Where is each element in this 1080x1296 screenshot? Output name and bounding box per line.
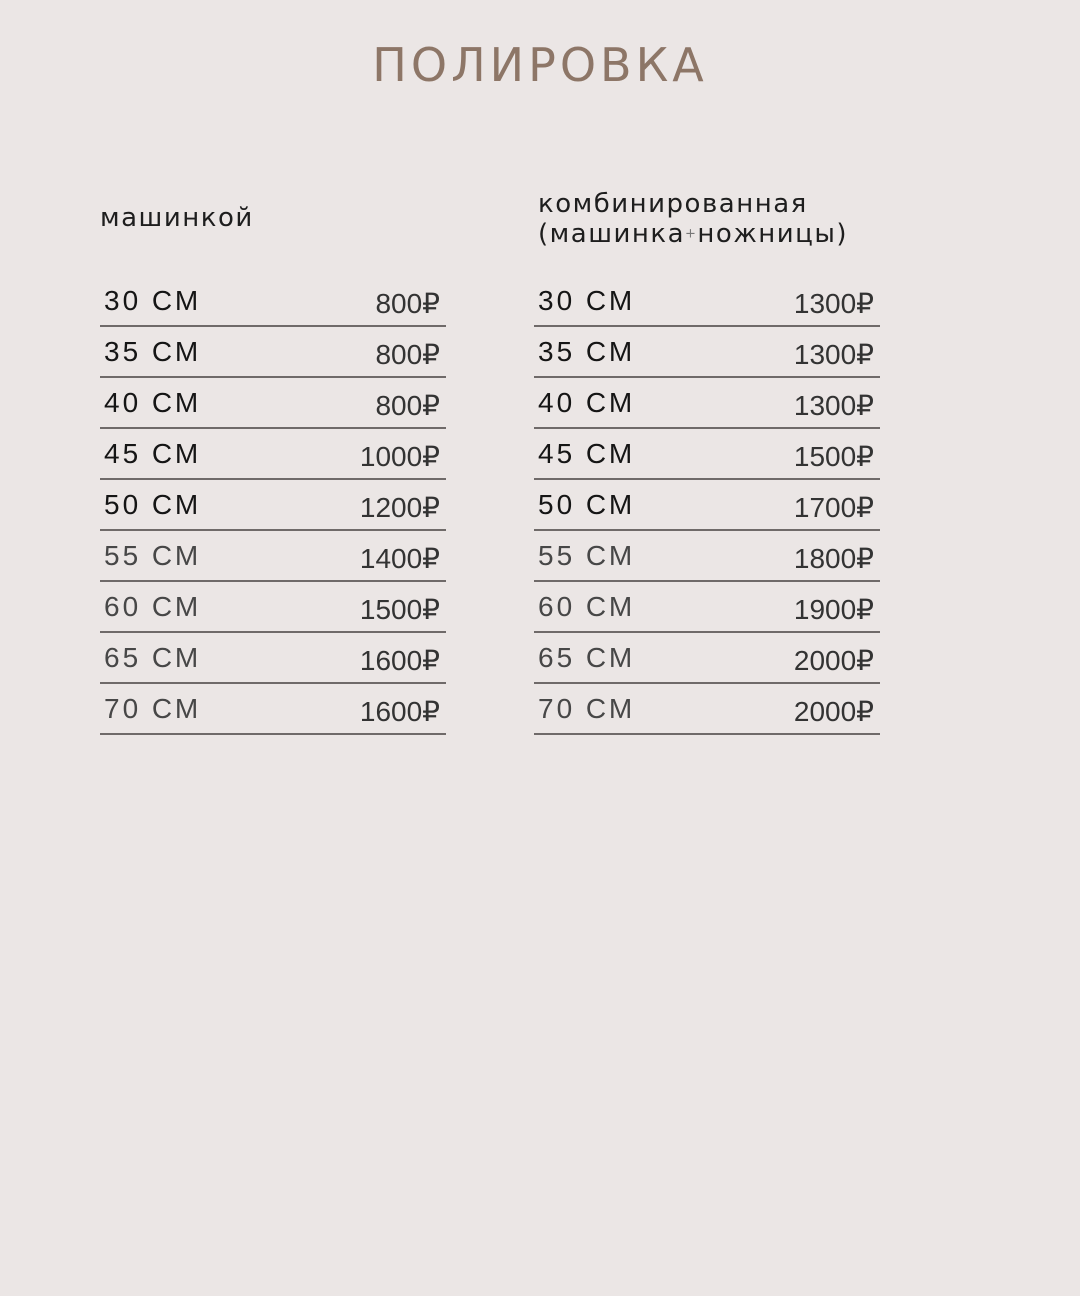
price-value: 2000₽ bbox=[793, 645, 874, 676]
price-row bbox=[534, 480, 880, 531]
heading-line-1: машинкой bbox=[100, 203, 254, 233]
column-heading-machine bbox=[100, 203, 254, 233]
price-value: 800₽ bbox=[375, 390, 440, 421]
price-value: 1500₽ bbox=[359, 594, 440, 625]
price-value: 1600₽ bbox=[359, 645, 440, 676]
price-row bbox=[100, 684, 446, 735]
price-value: 1300₽ bbox=[793, 339, 874, 370]
size-label: 50 СМ bbox=[104, 489, 202, 520]
price-list-combined bbox=[534, 276, 880, 735]
price-row bbox=[534, 684, 880, 735]
heading-line-1: комбинированная bbox=[538, 189, 808, 219]
size-label: 70 СМ bbox=[538, 693, 636, 724]
size-label: 65 СМ bbox=[538, 642, 636, 673]
price-value: 800₽ bbox=[375, 288, 440, 319]
price-row bbox=[100, 378, 446, 429]
price-row bbox=[534, 276, 880, 327]
size-label: 45 СМ bbox=[538, 438, 636, 469]
price-row bbox=[100, 582, 446, 633]
column-heading-combined bbox=[538, 189, 848, 250]
price-row bbox=[100, 429, 446, 480]
size-label: 30 СМ bbox=[538, 285, 636, 316]
heading-line-2 bbox=[538, 219, 848, 250]
size-label: 55 СМ bbox=[104, 540, 202, 571]
size-label: 65 СМ bbox=[104, 642, 202, 673]
size-label: 45 СМ bbox=[104, 438, 202, 469]
price-value: 1600₽ bbox=[359, 696, 440, 727]
price-value: 1000₽ bbox=[359, 441, 440, 472]
heading-text: ножницы) bbox=[697, 219, 849, 249]
price-row bbox=[100, 276, 446, 327]
size-label: 70 СМ bbox=[104, 693, 202, 724]
plus-sign: + bbox=[685, 226, 698, 242]
price-row bbox=[534, 378, 880, 429]
price-value: 1500₽ bbox=[793, 441, 874, 472]
price-row bbox=[534, 327, 880, 378]
price-value: 1900₽ bbox=[793, 594, 874, 625]
size-label: 60 СМ bbox=[538, 591, 636, 622]
heading-text: (машинка bbox=[538, 219, 686, 249]
size-label: 40 СМ bbox=[538, 387, 636, 418]
price-row bbox=[534, 582, 880, 633]
size-label: 50 СМ bbox=[538, 489, 636, 520]
price-row bbox=[100, 633, 446, 684]
price-value: 1300₽ bbox=[793, 390, 874, 421]
page-title: ПОЛИРОВКА bbox=[372, 38, 708, 92]
price-value: 2000₽ bbox=[793, 696, 874, 727]
size-label: 40 СМ bbox=[104, 387, 202, 418]
price-row bbox=[100, 531, 446, 582]
price-value: 1400₽ bbox=[359, 543, 440, 574]
size-label: 35 СМ bbox=[538, 336, 636, 367]
price-value: 1300₽ bbox=[793, 288, 874, 319]
price-value: 800₽ bbox=[375, 339, 440, 370]
price-list-machine bbox=[100, 276, 446, 735]
price-row bbox=[534, 531, 880, 582]
price-row bbox=[100, 327, 446, 378]
price-row bbox=[534, 429, 880, 480]
size-label: 30 СМ bbox=[104, 285, 202, 316]
size-label: 35 СМ bbox=[104, 336, 202, 367]
price-value: 1800₽ bbox=[793, 543, 874, 574]
price-value: 1700₽ bbox=[793, 492, 874, 523]
price-row bbox=[100, 480, 446, 531]
price-value: 1200₽ bbox=[359, 492, 440, 523]
price-row bbox=[534, 633, 880, 684]
size-label: 60 СМ bbox=[104, 591, 202, 622]
size-label: 55 СМ bbox=[538, 540, 636, 571]
